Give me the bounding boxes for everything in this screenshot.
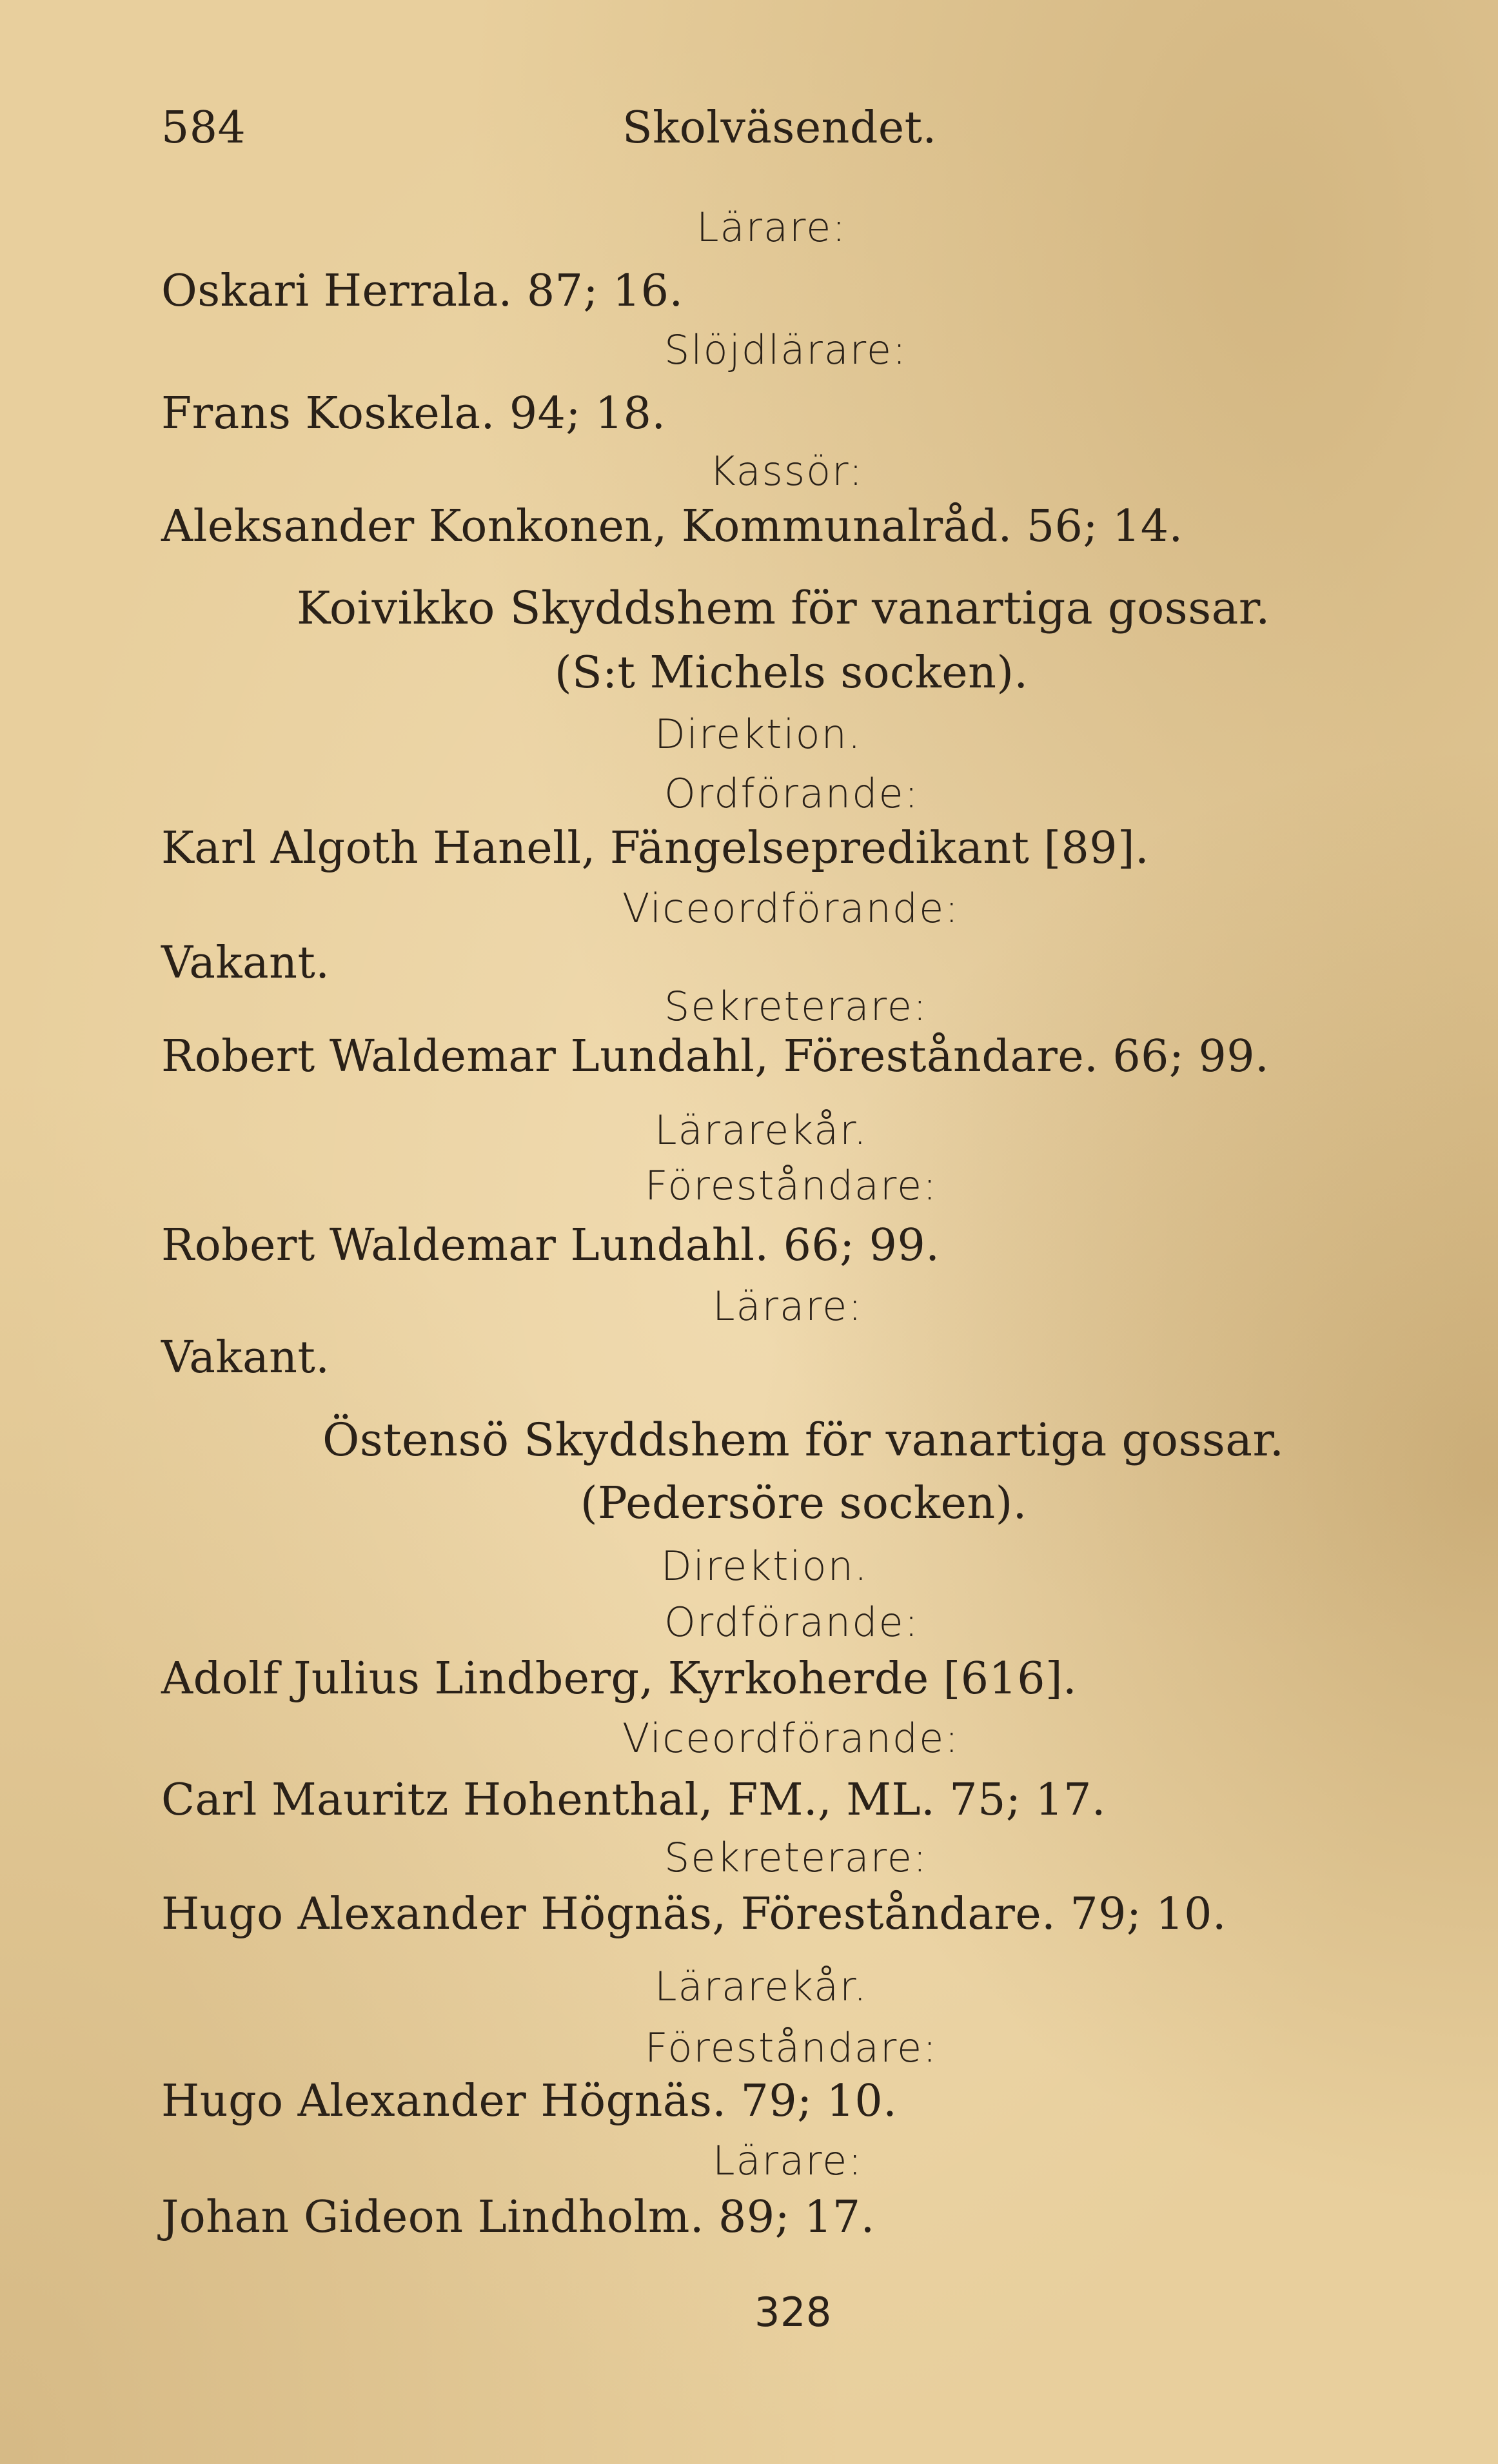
printer-signature: 328: [754, 2289, 832, 2336]
role-label: Föreståndare:: [645, 1162, 938, 1209]
entry-name: Karl Algoth Hanell, Fängelsepredikant [89].: [161, 823, 1150, 874]
direction-heading: Direktion.: [655, 711, 862, 758]
staff-heading: Lärarekår.: [655, 1107, 868, 1154]
section-title: Östensö Skyddshem för vanartiga gossar.: [322, 1414, 1285, 1466]
entry-name: Adolf Julius Lindberg, Kyrkoherde [616].: [161, 1653, 1078, 1704]
role-label: Viceordförande:: [622, 1715, 960, 1762]
direction-heading: Direktion.: [661, 1542, 869, 1590]
section-title: Koivikko Skyddshem för vanartiga gossar.: [297, 582, 1270, 635]
role-label: Sekreterare:: [664, 983, 928, 1030]
entry-name: Hugo Alexander Högnäs. 79; 10.: [161, 2076, 898, 2127]
entry-name: Hugo Alexander Högnäs, Föreståndare. 79; 10.: [161, 1889, 1227, 1940]
role-label: Ordförande:: [664, 770, 920, 817]
role-label: Viceordförande:: [622, 885, 960, 932]
entry-name: Robert Waldemar Lundahl, Föreståndare. 66; 99.: [161, 1031, 1270, 1082]
entry-name: Oskari Herrala. 87; 16.: [161, 266, 684, 317]
entry-name: Carl Mauritz Hohenthal, FM., ML. 75; 17.: [161, 1775, 1106, 1826]
role-label: Lärare:: [713, 1283, 863, 1330]
role-label: Lärare:: [713, 2137, 863, 2184]
entry-name: Aleksander Konkonen, Kommunalråd. 56; 14.: [161, 501, 1183, 552]
page-number: 584: [161, 103, 246, 153]
entry-name: Robert Waldemar Lundahl. 66; 99.: [161, 1220, 940, 1271]
role-label: Kassör:: [709, 448, 864, 495]
entry-name: Frans Koskela. 94; 18.: [161, 388, 666, 439]
section-parish: (S:t Michels socken).: [555, 647, 1029, 698]
role-label: Slöjdlärare:: [664, 326, 907, 373]
entry-name: Vakant.: [161, 1332, 330, 1383]
entry-name: Vakant.: [161, 938, 330, 989]
role-label: Sekreterare:: [664, 1834, 928, 1881]
entry-name: Johan Gideon Lindholm. 89; 17.: [161, 2192, 875, 2243]
staff-heading: Lärarekår.: [655, 1963, 868, 2010]
role-label: Ordförande:: [664, 1599, 920, 1646]
section-parish: (Pedersöre socken).: [580, 1478, 1027, 1529]
role-label: Lärare:: [696, 204, 847, 251]
role-label: Föreståndare:: [645, 2024, 938, 2071]
running-title: Skolväsendet.: [622, 103, 937, 153]
